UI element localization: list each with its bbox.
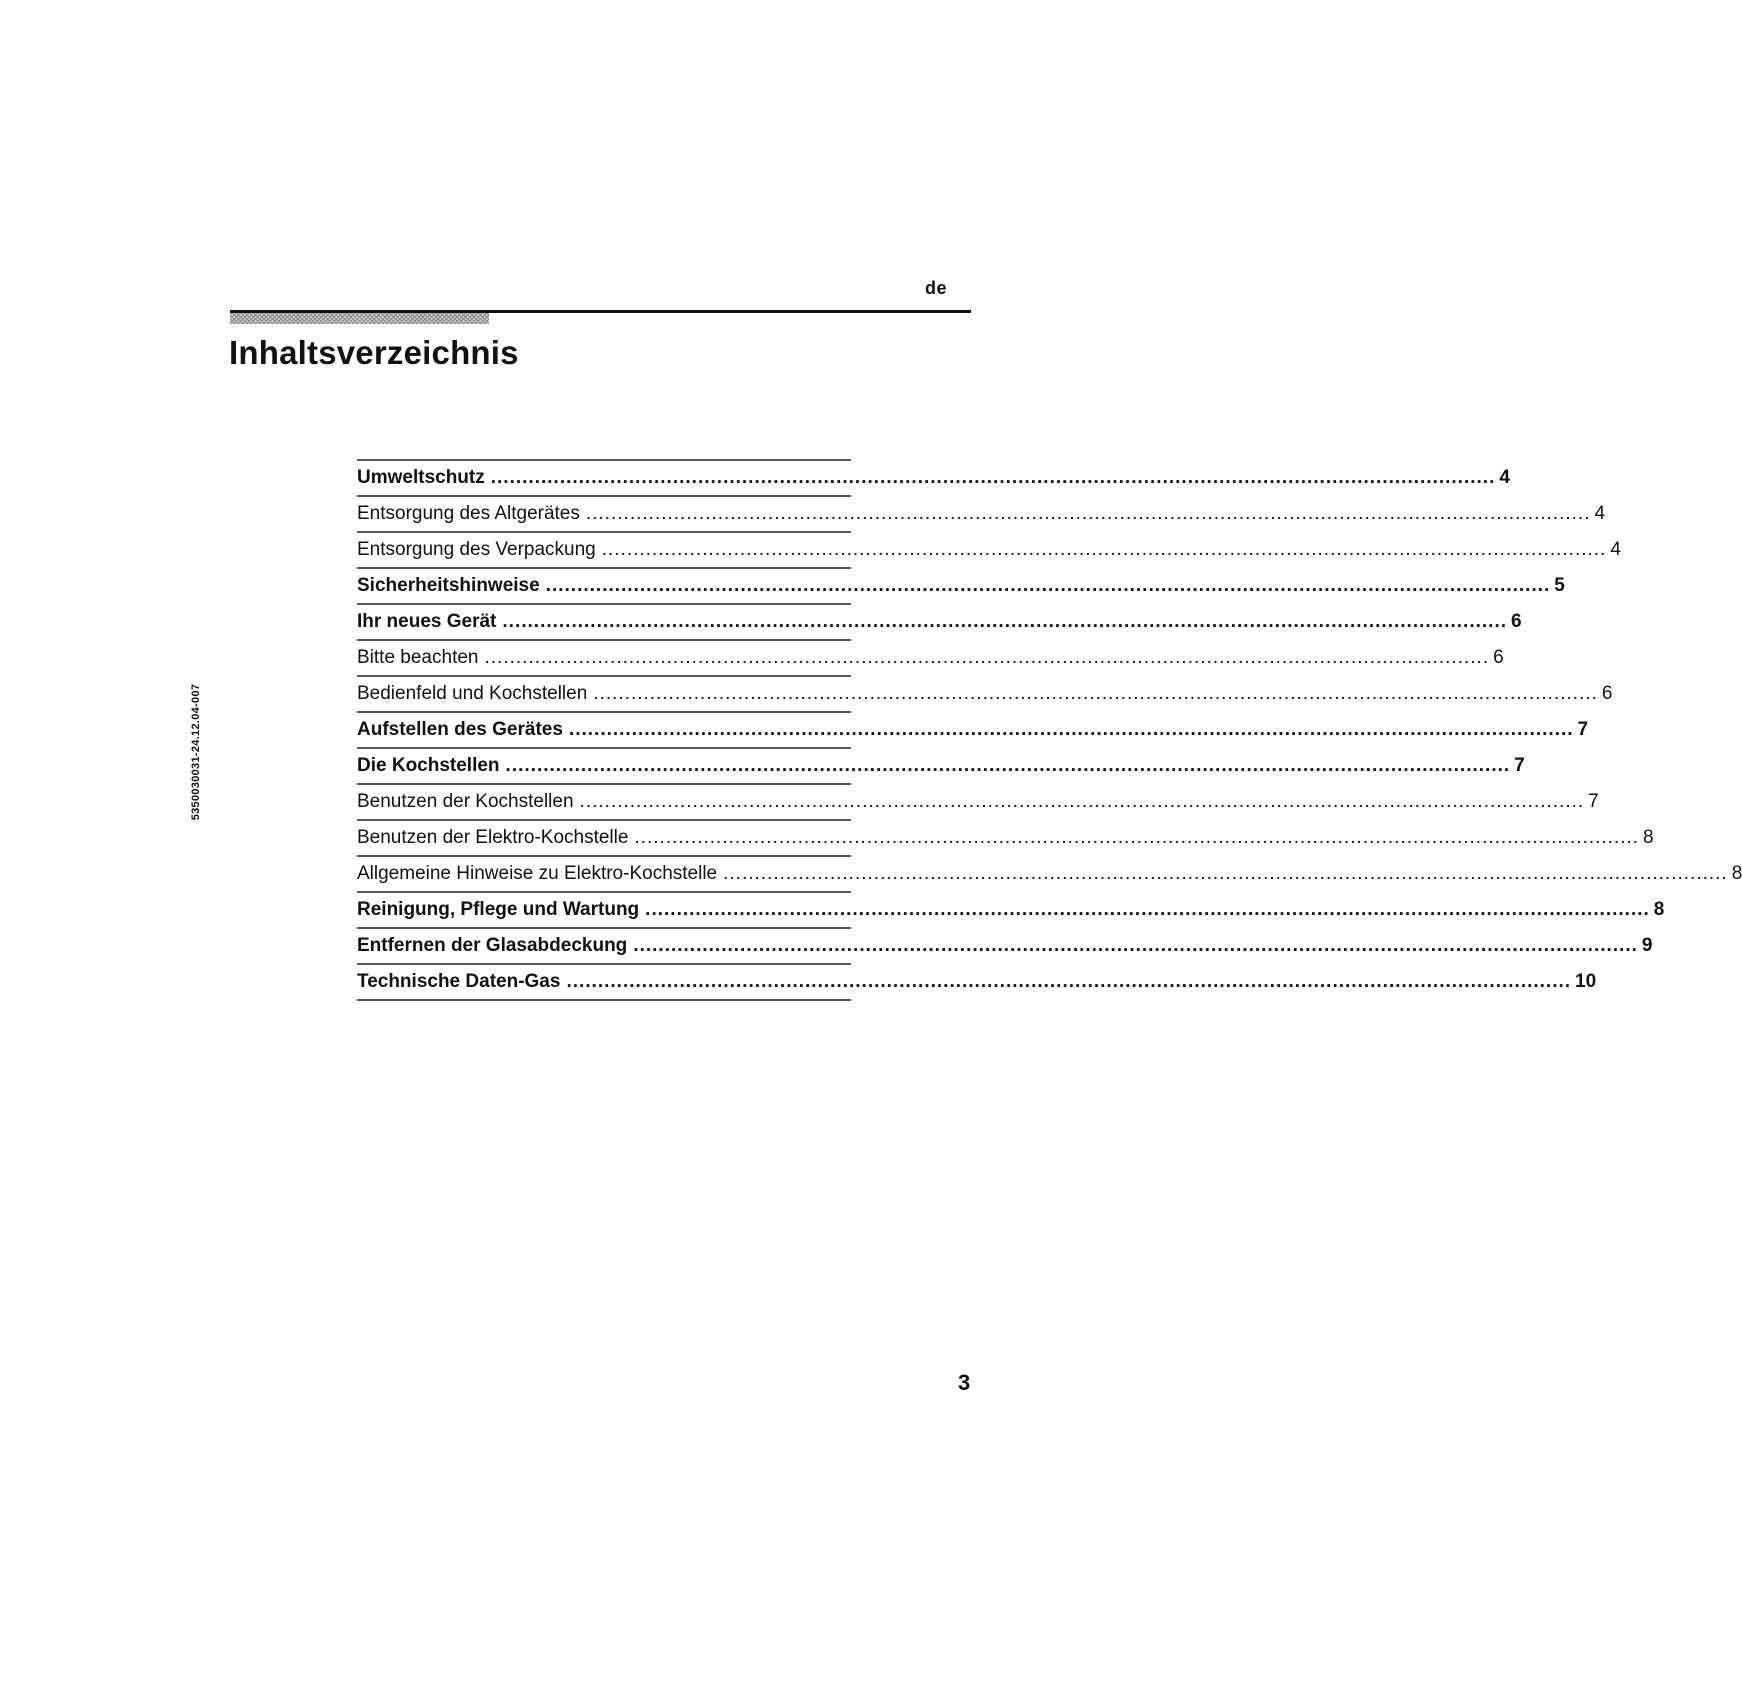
toc-dot-leader: ................................................................................................................................................................ bbox=[633, 935, 1638, 956]
toc-dot-leader: ................................................................................................................................................................ bbox=[568, 719, 1574, 740]
toc-entry-page: 8 bbox=[1653, 899, 1665, 920]
toc-entry-page: 6 bbox=[1493, 647, 1504, 668]
page-number: 3 bbox=[958, 1370, 971, 1395]
toc-entry bbox=[357, 929, 1653, 965]
toc-entry-title: Entfernen der Glasabdeckung bbox=[357, 935, 628, 956]
toc-entry-title: Entsorgung des Altgerätes bbox=[357, 503, 580, 524]
toc-entry-page: 10 bbox=[1575, 971, 1597, 992]
toc-entry-page: 7 bbox=[1577, 719, 1589, 740]
toc-entry-page: 5 bbox=[1554, 575, 1565, 596]
toc-entry-page: 4 bbox=[1594, 503, 1606, 524]
toc-entry bbox=[357, 965, 1597, 1001]
table-of-contents bbox=[357, 459, 1742, 1001]
toc-entry bbox=[357, 893, 1665, 929]
toc-entry bbox=[357, 641, 1504, 677]
toc-entry-page: 6 bbox=[1601, 683, 1613, 704]
toc-dot-leader: ................................................................................................................................................................ bbox=[601, 539, 1607, 560]
toc-dot-leader: ................................................................................................................................................................ bbox=[545, 575, 1551, 596]
toc-entry-title: Benutzen der Elektro-Kochstelle bbox=[357, 827, 629, 848]
toc-entry bbox=[357, 713, 1589, 749]
toc-entry-title: Bitte beachten bbox=[357, 647, 479, 668]
toc-entry bbox=[357, 605, 1522, 641]
toc-entry bbox=[357, 677, 1613, 713]
toc-entry-page: 6 bbox=[1511, 611, 1522, 632]
toc-dot-leader: ................................................................................................................................................................ bbox=[502, 611, 1507, 632]
toc-entry-title: Reinigung, Pflege und Wartung bbox=[357, 899, 640, 920]
toc-dot-leader: ................................................................................................................................................................ bbox=[505, 755, 1511, 776]
page-title: Inhaltsverzeichnis bbox=[229, 334, 519, 371]
toc-entry-page: 4 bbox=[1610, 539, 1621, 560]
toc-entry-title: Ihr neues Gerät bbox=[357, 611, 497, 632]
toc-entry-title: Sicherheitshinweise bbox=[357, 575, 540, 596]
toc-entry-title: Umweltschutz bbox=[357, 467, 485, 488]
toc-entry bbox=[357, 821, 1654, 857]
toc-entry-page: 7 bbox=[1514, 755, 1525, 776]
toc-entry bbox=[357, 569, 1565, 605]
toc-dot-leader: ................................................................................................................................................................ bbox=[490, 467, 1496, 488]
toc-entry bbox=[357, 533, 1621, 569]
toc-entry-page: 8 bbox=[1731, 863, 1742, 884]
toc-entry bbox=[357, 497, 1606, 533]
toc-entry-title: Entsorgung des Verpackung bbox=[357, 539, 596, 560]
toc-entry-title: Technische Daten-Gas bbox=[357, 971, 561, 992]
toc-dot-leader: ................................................................................................................................................................ bbox=[723, 863, 1728, 884]
language-code: de bbox=[925, 278, 948, 298]
toc-dot-leader: ................................................................................................................................................................ bbox=[645, 899, 1650, 920]
toc-entry bbox=[357, 461, 1510, 497]
toc-entry-page: 4 bbox=[1499, 467, 1510, 488]
toc-dot-leader: ................................................................................................................................................................ bbox=[566, 971, 1572, 992]
toc-entry-title: Aufstellen des Gerätes bbox=[357, 719, 563, 740]
toc-entry bbox=[357, 749, 1525, 785]
toc-entry-title: Allgemeine Hinweise zu Elektro-Kochstelle bbox=[357, 863, 718, 884]
toc-dot-leader: ................................................................................................................................................................ bbox=[579, 791, 1585, 812]
toc-entry bbox=[357, 857, 1742, 893]
toc-entry-page: 8 bbox=[1643, 827, 1654, 848]
toc-dot-leader: ................................................................................................................................................................ bbox=[634, 827, 1640, 848]
toc-entry-title: Bedienfeld und Kochstellen bbox=[357, 683, 588, 704]
toc-entry-page: 9 bbox=[1641, 935, 1653, 956]
toc-entry-page: 7 bbox=[1588, 791, 1599, 812]
document-code: 5350030031-24.12.04-007 bbox=[190, 683, 202, 821]
toc-entry-title: Die Kochstellen bbox=[357, 755, 500, 776]
toc-entry bbox=[357, 785, 1599, 821]
toc-dot-leader: ................................................................................................................................................................ bbox=[585, 503, 1591, 524]
toc-dot-leader: ................................................................................................................................................................ bbox=[484, 647, 1490, 668]
header-pattern-bar bbox=[230, 313, 489, 324]
toc-entry-title: Benutzen der Kochstellen bbox=[357, 791, 574, 812]
toc-dot-leader: ................................................................................................................................................................ bbox=[593, 683, 1598, 704]
